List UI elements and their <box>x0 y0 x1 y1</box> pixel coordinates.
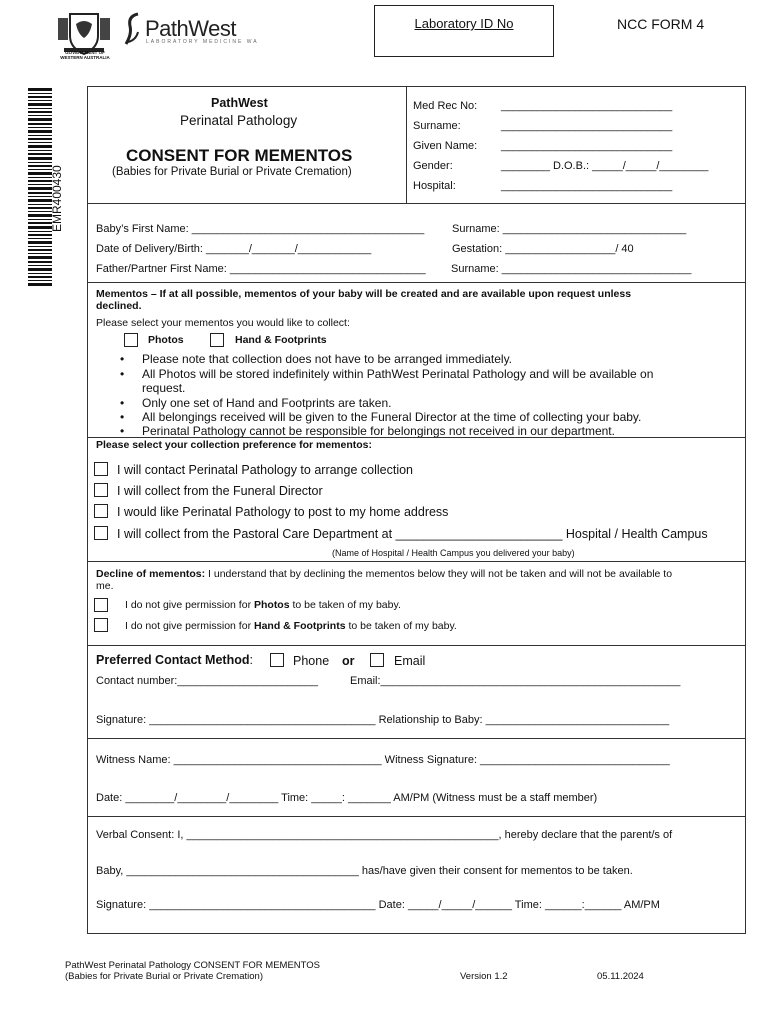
collection-note: (Name of Hospital / Health Campus you delivered your baby) <box>332 548 575 558</box>
info-bullet: • Please note that collection does not have to be arranged immediately. <box>142 352 512 366</box>
collection-option-label: I would like Perinatal Pathology to post to my home address <box>117 505 449 519</box>
form-title: CONSENT FOR MEMENTOS <box>126 146 353 165</box>
witness-name-field[interactable]: Witness Name: __________________________________ Witness Signature: _______________________________ <box>96 754 670 766</box>
info-bullet: • Only one set of Hand and Footprints are taken. <box>142 396 391 410</box>
verbal-consent-field[interactable]: Verbal Consent: I, ___________________________________________________, hereby declare that the parent/s of <box>96 829 673 841</box>
decline-heading-cont: me. <box>96 580 114 592</box>
hospital-label: Hospital: <box>413 180 456 192</box>
collection-option-checkbox[interactable] <box>94 504 108 518</box>
photos-checkbox[interactable] <box>124 333 138 347</box>
footer-date: 05.11.2024 <box>597 971 644 982</box>
form-code: NCC FORM 4 <box>617 16 705 32</box>
mementos-select-text: Please select your mementos you would like to collect: <box>96 317 350 329</box>
government-label: GOVERNMENT OF WESTERN AUSTRALIA <box>60 50 110 60</box>
collection-option-label: I will contact Perinatal Pathology to arrange collection <box>117 463 413 477</box>
phone-checkbox[interactable] <box>270 653 284 667</box>
side-form-code: EMR400430 <box>50 165 64 232</box>
date-of-birth-field[interactable]: Date of Delivery/Birth: _______/_______/____________ <box>96 243 372 255</box>
surname-field[interactable]: ____________________________ <box>501 120 673 132</box>
email-field[interactable]: Email:_________________________________________________ <box>350 675 681 687</box>
decline-hand-footprints-checkbox[interactable] <box>94 618 108 632</box>
org-name: PathWest <box>211 96 268 110</box>
footer-subtitle: (Babies for Private Burial or Private Cremation) <box>65 971 263 982</box>
info-bullet-cont: request. <box>142 381 186 395</box>
decline-photos-label: I do not give permission for Photos to be taken of my baby. <box>125 599 401 611</box>
med-rec-label: Med Rec No: <box>413 100 478 112</box>
father-first-name-field[interactable]: Father/Partner First Name: ________________________________ <box>96 263 426 275</box>
signature-relationship-field[interactable]: Signature: _____________________________________ Relationship to Baby: ______________________________ <box>96 714 670 726</box>
email-checkbox[interactable] <box>370 653 384 667</box>
mementos-heading: Mementos – If at all possible, mementos of your baby will be created and are available upon request unless <box>96 288 632 300</box>
collection-option-checkbox[interactable] <box>94 483 108 497</box>
section-divider <box>88 645 745 646</box>
decline-heading: Decline of mementos: I understand that by declining the mementos below they will not be taken and will not be available to <box>96 568 673 580</box>
brand-tagline: LABORATORY MEDICINE WA <box>146 39 259 45</box>
baby-first-name-field[interactable]: Baby’s First Name: ______________________________________ <box>96 223 425 235</box>
barcode <box>28 88 52 286</box>
footer-version: Version 1.2 <box>460 971 508 982</box>
father-surname-field[interactable]: Surname: _______________________________ <box>451 263 692 275</box>
section-divider <box>88 816 745 817</box>
verbal-consent-signature-field[interactable]: Signature: _____________________________________ Date: _____/_____/______ Time: ______:______ AM/PM <box>96 899 660 911</box>
section-divider <box>88 738 745 739</box>
form-subtitle: (Babies for Private Burial or Private Cremation) <box>112 166 352 178</box>
given-name-field[interactable]: ____________________________ <box>501 140 673 152</box>
med-rec-field[interactable]: ____________________________ <box>501 100 673 112</box>
title-divider <box>406 87 407 203</box>
dept-name: Perinatal Pathology <box>180 113 298 128</box>
surname-label: Surname: <box>413 120 461 132</box>
gestation-field[interactable]: Gestation: __________________/ 40 <box>452 243 634 255</box>
email-label: Email <box>394 654 426 668</box>
given-name-label: Given Name: <box>413 140 478 152</box>
info-bullet: • Perinatal Pathology cannot be responsible for belongings not received in our department. <box>142 424 615 438</box>
footer-title: PathWest Perinatal Pathology CONSENT FOR MEMENTOS <box>65 960 321 971</box>
photos-label: Photos <box>148 334 184 346</box>
section-divider <box>88 561 745 562</box>
section-divider <box>88 437 745 438</box>
info-bullet: • All Photos will be stored indefinitely within PathWest Perinatal Pathology and will be available on <box>142 367 653 381</box>
collection-option-checkbox[interactable] <box>94 526 108 540</box>
pathwest-logo-icon <box>124 12 142 48</box>
hand-footprints-label: Hand & Footprints <box>235 334 327 346</box>
gender-label: Gender: <box>413 160 453 172</box>
phone-label: Phone <box>293 654 330 668</box>
gender-dob-field[interactable]: ________ D.O.B.: _____/_____/________ <box>501 160 709 172</box>
collection-option-label: I will collect from the Funeral Director <box>117 484 323 498</box>
verbal-consent-baby-field[interactable]: Baby, ______________________________________ has/have given their consent for mementos to be taken. <box>96 865 633 877</box>
or-label: or <box>342 654 355 668</box>
info-bullet: • All belongings received will be given to the Funeral Director at the time of collecting your baby. <box>142 410 641 424</box>
mementos-heading-cont: declined. <box>96 300 142 312</box>
collection-option-label: I will collect from the Pastoral Care Department at ________________________ Hospital / Health Campus <box>117 527 708 541</box>
hospital-field[interactable]: ____________________________ <box>501 180 673 192</box>
collection-option-checkbox[interactable] <box>94 462 108 476</box>
hand-footprints-checkbox[interactable] <box>210 333 224 347</box>
decline-hand-footprints-label: I do not give permission for Hand & Footprints to be taken of my baby. <box>125 620 457 632</box>
baby-surname-field[interactable]: Surname: ______________________________ <box>452 223 687 235</box>
contact-number-field[interactable]: Contact number:_______________________ <box>96 675 319 687</box>
laboratory-id-label: Laboratory ID No <box>414 16 514 31</box>
brand-name: PathWest <box>145 16 236 41</box>
section-divider <box>88 203 745 204</box>
preferred-contact-label: Preferred Contact Method: <box>96 653 253 667</box>
decline-photos-checkbox[interactable] <box>94 598 108 612</box>
collection-heading: Please select your collection preference for mementos: <box>96 439 373 451</box>
witness-date-time-field[interactable]: Date: ________/________/________ Time: _____: _______ AM/PM (Witness must be a staff member) <box>96 792 598 804</box>
section-divider <box>88 282 745 283</box>
laboratory-id-box[interactable] <box>374 5 554 57</box>
consent-form <box>87 86 746 934</box>
